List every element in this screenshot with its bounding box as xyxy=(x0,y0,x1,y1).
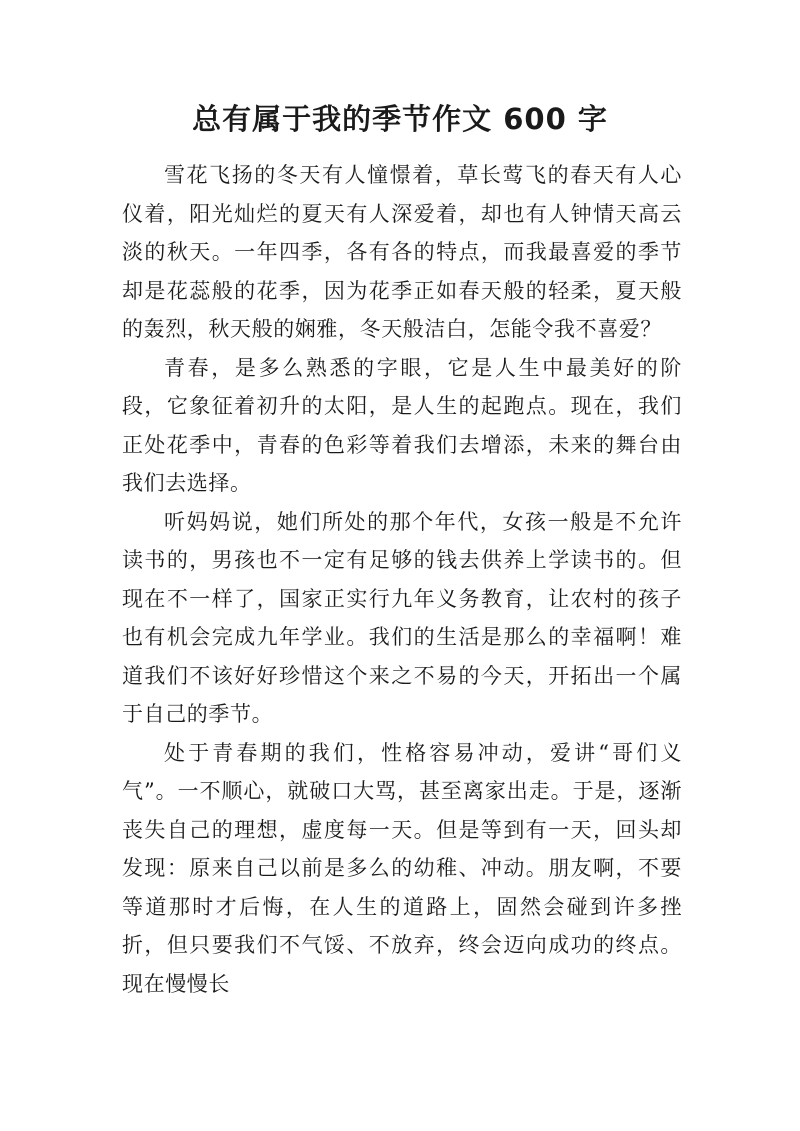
paragraph-4: 处于青春期的我们，性格容易冲动，爱讲“哥们义气”。一不顺心，就破口大骂，甚至离家出走。于是，逐渐丧失自己的理想，虚度每一天。但是等到有一天，回头却发现：原来自己以前是多么的幼稚、冲动。朋友啊，不要等道那时才后悔，在人生的道路上，固然会碰到许多挫折，但只要我们不气馁、不放弃，终会迈向成功的终点。现在慢慢长 xyxy=(122,740,682,996)
paragraph-1: 雪花飞扬的冬天有人憧憬着，草长莺飞的春天有人心仪着，阳光灿烂的夏天有人深爱着，却也有人钟情天高云淡的秋天。一年四季，各有各的特点，而我最喜爱的季节却是花蕊般的花季，因为花季正如春天般的轻柔，夏天般的轰烈，秋天般的娴雅，冬天般洁白，怎能令我不喜爱？ xyxy=(122,163,682,341)
paragraph-3: 听妈妈说，她们所处的那个年代，女孩一般是不允许读书的，男孩也不一定有足够的钱去供养上学读书的。但现在不一样了，国家正实行九年义务教育，让农村的孩子也有机会完成九年学业。我们的生活是那么的幸福啊！难道我们不该好好珍惜这个来之不易的今天，开拓出一个属于自己的季节。 xyxy=(122,509,682,726)
page-title: 总有属于我的季节作文 600 字 xyxy=(192,102,608,136)
essay-body xyxy=(122,156,682,1003)
paragraph-2: 青春，是多么熟悉的字眼，它是人生中最美好的阶段，它象征着初升的太阳，是人生的起跑点。现在，我们正处花季中，青春的色彩等着我们去增添，未来的舞台由我们去选择。 xyxy=(122,355,682,495)
